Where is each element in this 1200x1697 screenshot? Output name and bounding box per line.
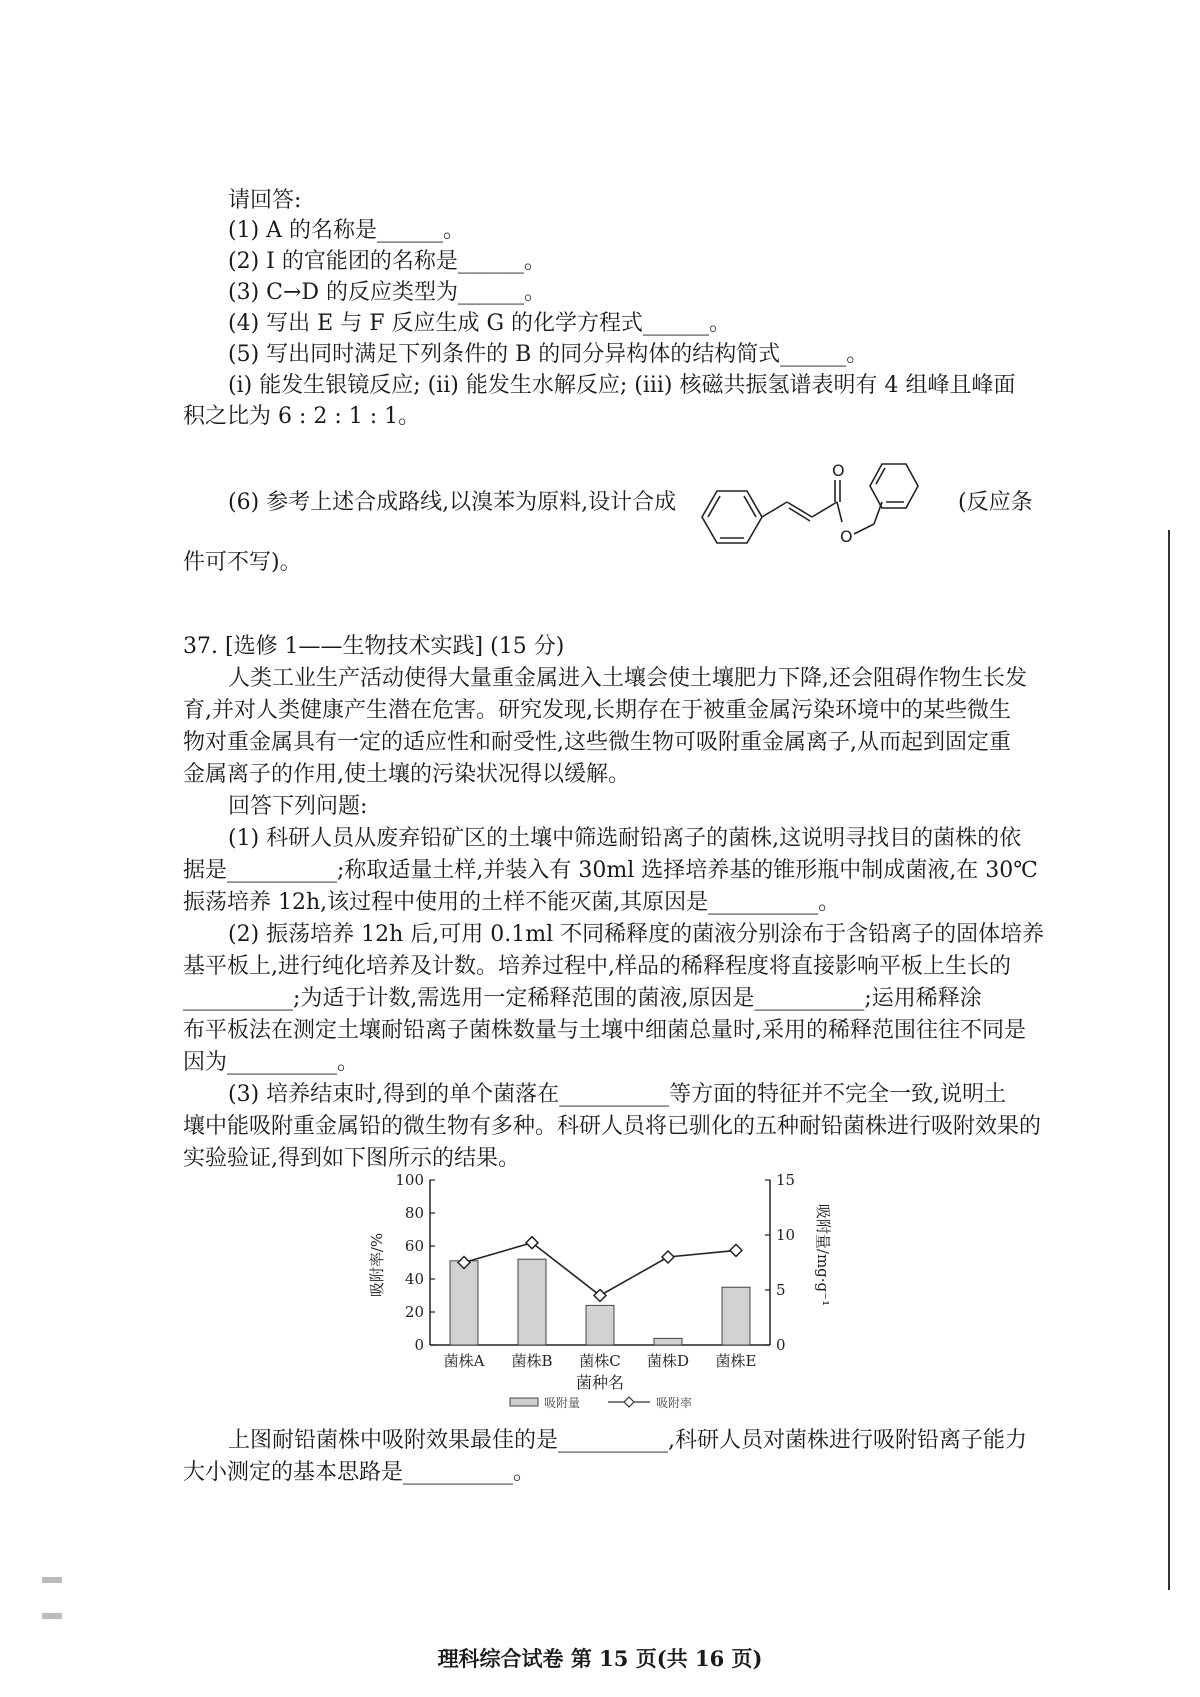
q37-2-line-1: (2) 振荡培养 12h 后,可用 0.1ml 不同稀释度的菌液分别涂布于含铅离子的固体培养: [228, 922, 1045, 947]
q37-3-line-2: 壤中能吸附重金属铅的微生物有多种。科研人员将已驯化的五种耐铅菌株进行吸附效果的: [183, 1114, 1042, 1139]
para-1-line-4: 金属离子的作用,使土壤的污染状况得以缓解。: [183, 762, 630, 787]
para-1-line-3: 物对重金属具有一定的适应性和耐受性,这些微生物可吸附重金属离子,从而起到固定重: [183, 730, 1011, 755]
carbonyl-o-label: O: [832, 462, 845, 480]
q37-1-line-1: (1) 科研人员从废弃铅矿区的土壤中筛选耐铅离子的菌株,这说明寻找目的菌株的依: [228, 826, 1022, 851]
bar-菌株A: [450, 1261, 478, 1345]
q37-3-line-4: 上图耐铅菌株中吸附效果最佳的是__________,科研人员对菌株进行吸附铅离子能力: [228, 1428, 1027, 1453]
question-6: (6) 参考上述合成路线,以溴苯为原料,设计合成: [228, 490, 677, 515]
category-label: 菌株A: [443, 1352, 485, 1370]
left-tick-label: 80: [404, 1204, 424, 1222]
left-tick-label: 60: [404, 1237, 424, 1255]
page-footer: 理科综合试卷 第 15 页(共 16 页): [437, 1646, 763, 1671]
q37-2-line-4: 布平板法在测定土壤耐铅离子菌株数量与土壤中细菌总量时,采用的稀释范围往往不同是: [183, 1018, 1026, 1043]
question-6-end: 件可不写)。: [183, 550, 302, 575]
question-5: (5) 写出同时满足下列条件的 B 的同分异构体的结构简式______。: [228, 342, 869, 367]
legend-bar-swatch: [510, 1398, 538, 1406]
right-tick-label: 0: [776, 1336, 786, 1354]
bar-菌株E: [722, 1287, 750, 1345]
scan-mark-1: [42, 1577, 62, 1583]
right-tick-label: 10: [776, 1226, 796, 1244]
left-tick-label: 0: [414, 1336, 424, 1354]
q37-3-line-3: 实验验证,得到如下图所示的结果。: [183, 1146, 520, 1171]
para-1-line-2: 育,并对人类健康产生潜在危害。研究发现,长期存在于被重金属污染环境中的某些微生: [183, 698, 1011, 723]
category-label: 菌株E: [715, 1352, 757, 1370]
bar-菌株B: [518, 1259, 546, 1345]
cinnamate-structure: [692, 462, 942, 572]
q37-2-line-5: 因为__________。: [183, 1050, 360, 1075]
point-菌株E: [730, 1244, 742, 1256]
question-6-tail: (反应条: [958, 490, 1033, 515]
q37-3-line-1: (3) 培养结束时,得到的单个菌落在__________等方面的特征并不完全一致,说明土: [228, 1082, 1007, 1107]
question-5-conditions: (i) 能发生银镜反应; (ii) 能发生水解反应; (iii) 核磁共振氢谱表明有 4 组峰且峰面: [228, 373, 1016, 398]
question-5-ratio: 积之比为 6 : 2 : 1 : 1。: [183, 404, 421, 429]
q37-2-line-3: __________;为适于计数,需选用一定稀释范围的菌液,原因是__________;运用稀释涂: [183, 986, 982, 1011]
point-菌株D: [662, 1251, 674, 1263]
answer-prompt: 回答下列问题:: [228, 794, 368, 819]
category-label: 菌株D: [646, 1352, 690, 1370]
right-tick-label: 5: [776, 1281, 786, 1299]
question-4: (4) 写出 E 与 F 反应生成 G 的化学方程式______。: [228, 311, 732, 336]
adsorption-rate-line: [464, 1243, 736, 1296]
q37-1-line-3: 振荡培养 12h,该过程中使用的土样不能灭菌,其原因是__________。: [183, 890, 841, 915]
legend-line-label: 吸附率: [656, 1396, 693, 1410]
bar-菌株D: [654, 1338, 682, 1345]
ester-o-label: O: [840, 527, 853, 546]
scan-mark-2: [42, 1613, 62, 1619]
legend-bar-label: 吸附量: [544, 1396, 581, 1410]
bar-菌株C: [586, 1305, 614, 1345]
adsorption-chart-svg: [360, 1160, 860, 1410]
prompt-answer: 请回答:: [228, 188, 302, 213]
question-2: (2) I 的官能团的名称是______。: [228, 249, 546, 274]
section-37-heading: 37. [选修 1——生物技术实践] (15 分): [183, 634, 565, 659]
adsorption-chart: [360, 1160, 860, 1410]
category-label: 菌株B: [511, 1352, 553, 1370]
question-3: (3) C→D 的反应类型为______。: [228, 280, 547, 305]
scan-edge-rule: [1168, 530, 1170, 1590]
para-1-line-1: 人类工业生产活动使得大量重金属进入土壤会使土壤肥力下降,还会阻碍作物生长发: [228, 666, 1027, 691]
question-1: (1) A 的名称是______。: [228, 218, 466, 243]
legend-line-marker: [624, 1397, 634, 1407]
x-axis-label: 菌种名: [575, 1373, 625, 1392]
category-label: 菌株C: [579, 1352, 621, 1370]
y-axis-right-label: 吸附量/mg·g⁻¹: [814, 1203, 832, 1307]
left-tick-label: 40: [404, 1270, 424, 1288]
left-tick-label: 100: [395, 1171, 424, 1189]
q37-1-line-2: 据是__________;称取适量土样,并装入有 30ml 选择培养基的锥形瓶中制成菌液,在 30℃: [183, 858, 1038, 883]
left-tick-label: 20: [404, 1303, 424, 1321]
q37-2-line-2: 基平板上,进行纯化培养及计数。培养过程中,样品的稀释程度将直接影响平板上生长的: [183, 954, 1011, 979]
right-tick-label: 15: [776, 1171, 796, 1189]
y-axis-left-label: 吸附率/%: [368, 1232, 386, 1298]
q37-3-line-5: 大小测定的基本思路是__________。: [183, 1460, 536, 1485]
